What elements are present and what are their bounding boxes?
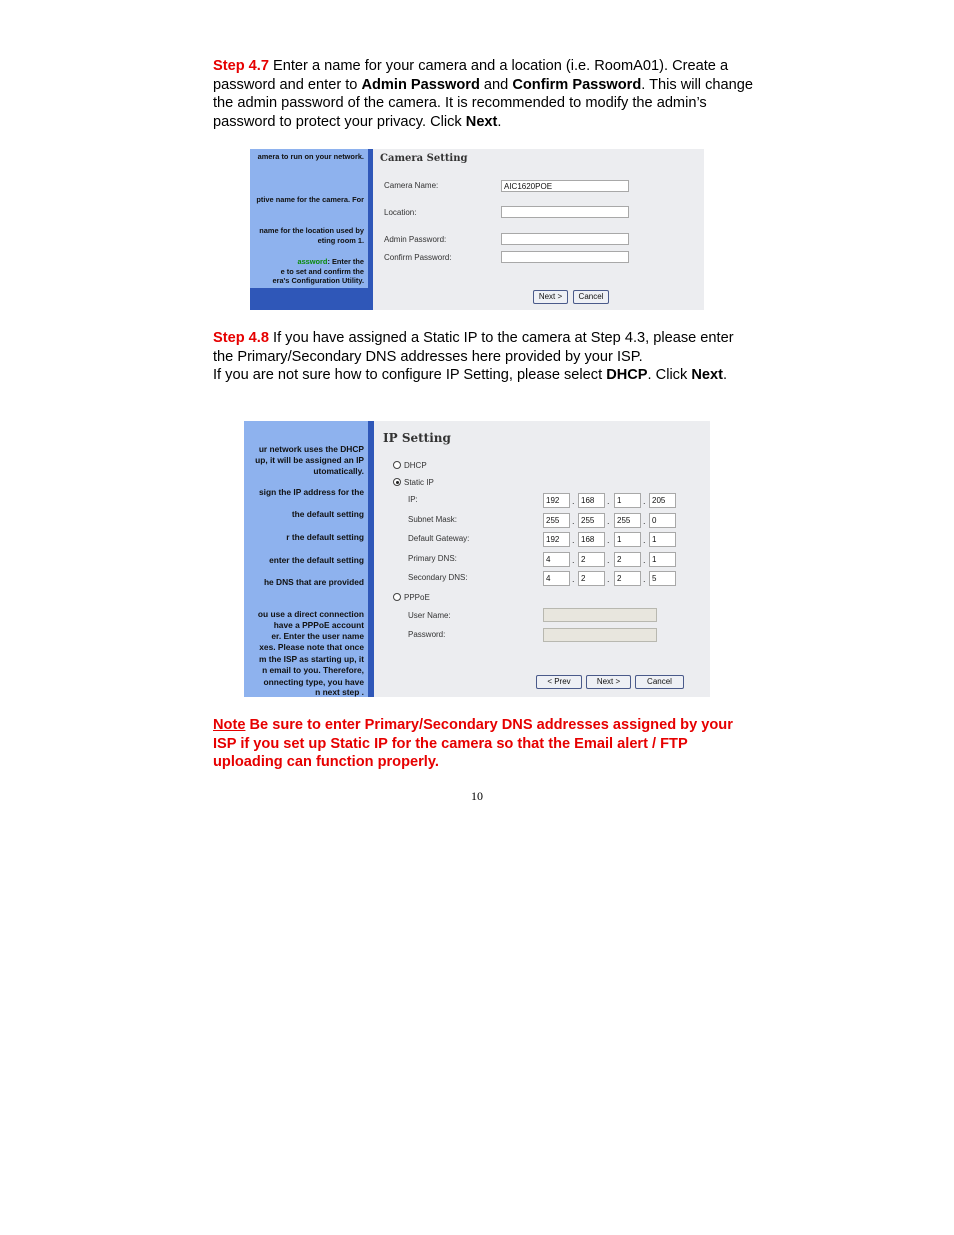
ip-row-label: Subnet Mask: — [408, 515, 457, 524]
panel-title: IP Setting — [383, 431, 451, 445]
sidebar-text: eting room 1. — [317, 236, 364, 245]
step-text: If you have assigned a Static IP to the camera at Step 4.3, please enter the Primary/Secondary DNS addresses here provided by your ISP. — [213, 330, 734, 365]
confirm-password-label: Confirm Password: — [384, 253, 452, 262]
ip-row-label: Default Gateway: — [408, 534, 470, 543]
sidebar-text: era's Configuration Utility. — [272, 276, 364, 285]
sidebar-text: name for the location used by — [259, 226, 364, 235]
location-label: Location: — [384, 208, 417, 217]
step-label: Step 4.8 — [213, 330, 269, 346]
note-text: Be sure to enter Primary/Secondary DNS addresses assigned by your ISP if you set up Static IP for the camera so that the Email alert / FTP uploading can function properly. — [213, 717, 733, 771]
bold-term: DHCP — [606, 367, 648, 384]
sidebar-text: m the ISP as starting up, it — [258, 654, 364, 664]
sidebar-text: ptive name for the camera. For — [256, 195, 364, 204]
sidebar-text: up, it will be assigned an IP — [255, 455, 364, 465]
octet-separator: . — [643, 555, 646, 565]
sidebar-text: onnecting type, you have — [263, 677, 364, 687]
ip-octet-input[interactable] — [649, 552, 676, 567]
octet-separator: . — [643, 516, 646, 526]
step-4-8-paragraph — [213, 329, 753, 385]
bold-term: Next — [691, 367, 723, 384]
ip-row-label: IP: — [408, 495, 418, 504]
ip-octet-input[interactable] — [543, 552, 570, 567]
ip-octet-input[interactable] — [649, 532, 676, 547]
octet-separator: . — [607, 555, 610, 565]
confirm-password-input[interactable] — [501, 251, 629, 263]
octet-separator: . — [572, 496, 575, 506]
ip-octet-input[interactable] — [614, 571, 641, 586]
ip-octet-input[interactable] — [578, 513, 605, 528]
location-input[interactable] — [501, 206, 629, 218]
page-number: 10 — [471, 789, 483, 803]
sidebar-text: e to set and confirm the — [280, 267, 364, 276]
sidebar-text: r the default setting — [286, 532, 364, 542]
dhcp-label: DHCP — [404, 461, 427, 470]
step-text: . This will change the admin password of the camera. It is recommended to modify the admin’s password to protect your privacy. Click — [213, 76, 753, 131]
ip-octet-input[interactable] — [649, 513, 676, 528]
sidebar-text: sign the IP address for the — [258, 487, 364, 497]
dhcp-radio[interactable] — [393, 461, 401, 469]
help-sidebar — [250, 149, 368, 310]
panel-title: Camera Setting — [380, 153, 468, 164]
ip-octet-input[interactable] — [649, 571, 676, 586]
octet-separator: . — [607, 535, 610, 545]
user-name-label: User Name: — [408, 611, 451, 620]
prev-button[interactable]: < Prev — [536, 675, 582, 689]
ip-octet-input[interactable] — [614, 493, 641, 508]
sidebar-text: the default setting — [291, 509, 364, 519]
bold-term: Admin Password — [361, 76, 480, 93]
ip-octet-input[interactable] — [614, 513, 641, 528]
octet-separator: . — [643, 574, 646, 584]
step-text: . — [497, 114, 502, 131]
sidebar-text: amera to run on your network. — [257, 152, 364, 161]
octet-separator: . — [572, 516, 575, 526]
sidebar-text: n email to you. Therefore, — [262, 665, 364, 675]
octet-separator: . — [607, 516, 610, 526]
ip-octet-input[interactable] — [578, 552, 605, 567]
camera-setting-screenshot — [250, 149, 704, 310]
admin-password-input[interactable] — [501, 233, 629, 245]
ip-row-label: Secondary DNS: — [408, 573, 468, 582]
ip-octet-input[interactable] — [614, 532, 641, 547]
sidebar-text: assword: Enter the — [297, 257, 364, 266]
step-text: If you are not sure how to configure IP Setting, please select — [213, 367, 607, 384]
sidebar-text: er. Enter the user name — [271, 631, 364, 641]
static-ip-radio[interactable] — [393, 478, 401, 486]
next-button[interactable]: Next > — [586, 675, 631, 689]
step-4-7-paragraph — [213, 57, 753, 132]
step-text: Enter a name for your camera and a location (i.e. RoomA01). Create a password and enter to — [213, 58, 729, 93]
octet-separator: . — [572, 535, 575, 545]
ip-octet-input[interactable] — [543, 493, 570, 508]
ip-octet-input[interactable] — [614, 552, 641, 567]
ip-octet-input[interactable] — [543, 532, 570, 547]
step-text: . Click — [647, 367, 692, 384]
sidebar-text: utomatically. — [313, 466, 364, 476]
step-label: Step 4.7 — [213, 58, 269, 74]
ip-octet-input[interactable] — [649, 493, 676, 508]
sidebar-text: xes. Please note that once — [259, 642, 364, 652]
step-text: . — [722, 367, 728, 384]
camera-name-label: Camera Name: — [384, 181, 439, 190]
ip-octet-input[interactable] — [543, 571, 570, 586]
cancel-button[interactable]: Cancel — [573, 290, 609, 304]
sidebar-text: ou use a direct connection — [257, 609, 364, 619]
password-input[interactable] — [543, 628, 657, 642]
note-paragraph — [213, 716, 753, 772]
sidebar-text: enter the default setting — [269, 555, 364, 565]
sidebar-divider — [368, 149, 373, 310]
pppoe-radio[interactable] — [393, 593, 401, 601]
sidebar-text: have a PPPoE account — [273, 620, 364, 630]
bold-term: Next — [465, 114, 498, 131]
octet-separator: . — [572, 555, 575, 565]
pppoe-label: PPPoE — [404, 593, 430, 602]
octet-separator: . — [607, 574, 610, 584]
cancel-button[interactable]: Cancel — [635, 675, 684, 689]
ip-row-label: Primary DNS: — [408, 554, 457, 563]
sidebar-divider — [368, 421, 374, 697]
bold-term: Confirm Password — [512, 76, 642, 93]
octet-separator: . — [643, 496, 646, 506]
note-label: Note — [213, 717, 246, 733]
camera-name-input[interactable] — [501, 180, 629, 192]
ip-setting-screenshot — [244, 421, 710, 697]
ip-octet-input[interactable] — [578, 532, 605, 547]
static-ip-label: Static IP — [404, 478, 434, 487]
password-label: Password: — [408, 630, 446, 639]
step-text: and — [479, 76, 513, 93]
ip-octet-input[interactable] — [578, 493, 605, 508]
octet-separator: . — [572, 574, 575, 584]
ip-octet-input[interactable] — [543, 513, 570, 528]
sidebar-text: he DNS that are provided — [263, 577, 364, 587]
octet-separator: . — [607, 496, 610, 506]
admin-password-label: Admin Password: — [384, 235, 447, 244]
octet-separator: . — [643, 535, 646, 545]
help-sidebar — [244, 421, 368, 697]
next-button[interactable]: Next > — [533, 290, 568, 304]
ip-octet-input[interactable] — [578, 571, 605, 586]
user-name-input[interactable] — [543, 608, 657, 622]
sidebar-text: ur network uses the DHCP — [258, 444, 364, 454]
sidebar-text: n next step . — [315, 687, 364, 697]
